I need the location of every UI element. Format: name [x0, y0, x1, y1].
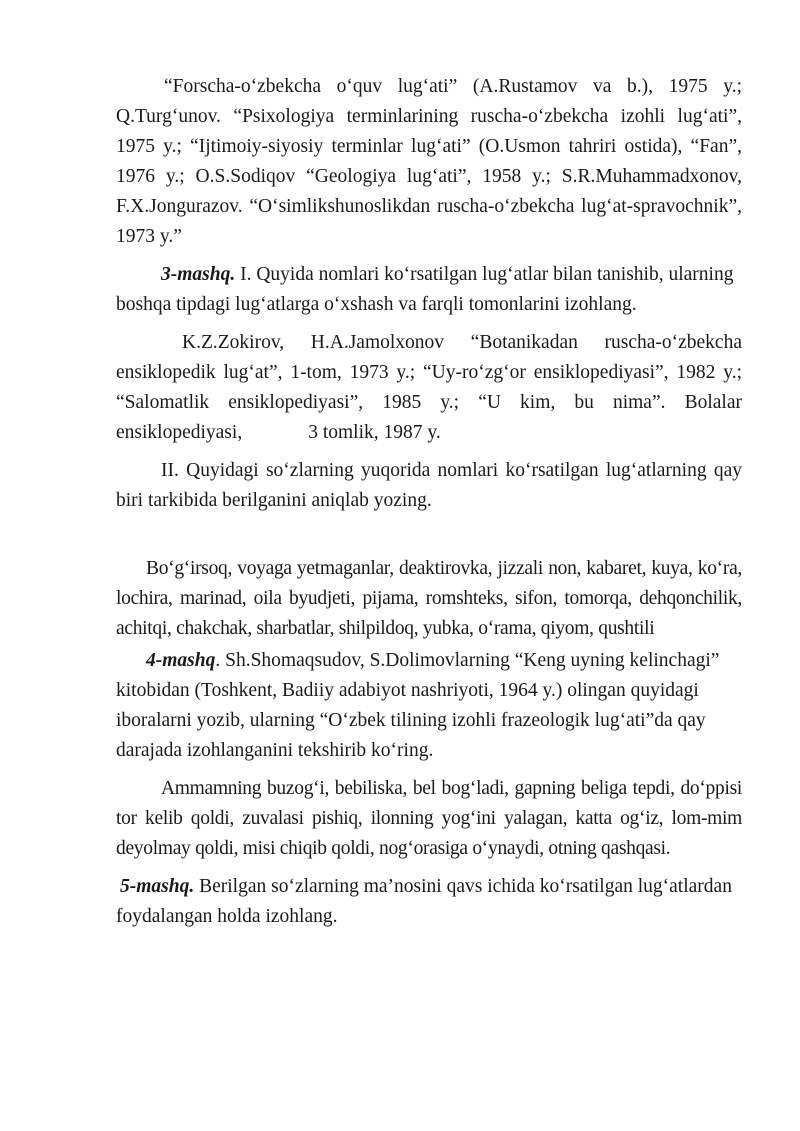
exercise-4-label: 4-mashq: [146, 650, 216, 671]
exercise-3-text: I. Quyida nomlari ko‘rsatilgan lug‘atlar bilan tanishib, ularning boshqa tipdagi lug‘atlarga o‘xshash va farqli tomonlarini izohlang.: [116, 264, 734, 315]
exercise-4-text: . Sh.Shomaqsudov, S.Dolimovlarning “Keng uyning kelinchagi” kitobidan (Toshkent, Badiiy adabiyot nashriyoti, 1964 y.) olingan quyidagi iboralarni yozib, ularning “O‘zbek tilining izohli frazeologik lug‘ati”da qay darajada izohlanganini tekshirib ko‘ring.: [116, 650, 720, 761]
exercise-3-paragraph: [116, 260, 742, 320]
spacer: [116, 320, 742, 328]
encyclopedias-tail: 3 tomlik, 1987 y.: [308, 422, 441, 443]
exercise-3-label: 3-mashq.: [161, 264, 236, 285]
spacer: [116, 448, 742, 456]
spacer: [116, 766, 742, 774]
exercise-4-paragraph: [116, 646, 742, 766]
spacer: [116, 252, 742, 260]
document-page: [116, 72, 742, 932]
spacer: [116, 864, 742, 872]
references-paragraph: “Forscha-o‘zbekcha o‘quv lug‘ati” (A.Rustamov va b.), 1975 y.; Q.Turg‘unov. “Psixologiya terminlarining ruscha-o‘zbekcha izohli lug‘ati”, 1975 y.; “Ijtimoiy-siyosiy terminlar lug‘ati” (O.Usmon tahriri ostida), “Fan”, 1976 y.; O.S.Sodiqov “Geologiya lug‘ati”, 1958 y.; S.R.Muhammadxonov, F.X.Jongurazov. “O‘simlikshunoslikdan ruscha-o‘zbekcha lug‘at-spravochnik”, 1973 y.”: [116, 76, 742, 247]
spacer: [116, 516, 742, 554]
word-list-paragraph: Bo‘g‘irsoq, voyaga yetmaganlar, deaktirovka, jizzali non, kabaret, kuya, ko‘ra, lochira, marinad, oila byudjeti, pijama, romshteks, sifon, tomorqa, dehqonchilik, achitqi, chakchak, sharbatlar, shilpildoq, yubka, o‘rama, qiyom, qushtili: [116, 558, 742, 639]
exercise-3-part2-paragraph: II. Quyidagi so‘zlarning yuqorida nomlari ko‘rsatilgan lug‘atlarning qay biri tarkibida berilganini aniqlab yozing.: [116, 460, 742, 511]
encyclopedias-paragraph: [116, 328, 742, 448]
exercise-5-text: Berilgan so‘zlarning ma’nosini qavs ichida ko‘rsatilgan lug‘atlardan foydalangan holda izohlang.: [116, 876, 732, 927]
exercise-5-label: 5-mashq.: [120, 876, 195, 897]
encyclopedias-text: K.Z.Zokirov, H.A.Jamolxonov “Botanikadan ruscha-o‘zbekcha ensiklopedik lug‘at”, 1-tom, 1973 y.; “Uy-ro‘zg‘or ensiklopediyasi”, 1982 y.; “Salomatlik ensiklopediyasi”, 1985 y.; “U kim, bu nima”. Bolalar ensiklopediyasi,: [116, 332, 742, 443]
phrases-paragraph: Ammamning buzog‘i, bebiliska, bel bog‘ladi, gapning beliga tepdi, do‘ppisi tor kelib qoldi, zuvalasi pishiq, ilonning yog‘ini yalagan, katta og‘iz, lom-mim deyolmay qoldi, misi chiqib qoldi, nog‘orasiga o‘ynaydi, otning qashqasi.: [116, 778, 742, 859]
exercise-5-paragraph: [116, 872, 742, 932]
